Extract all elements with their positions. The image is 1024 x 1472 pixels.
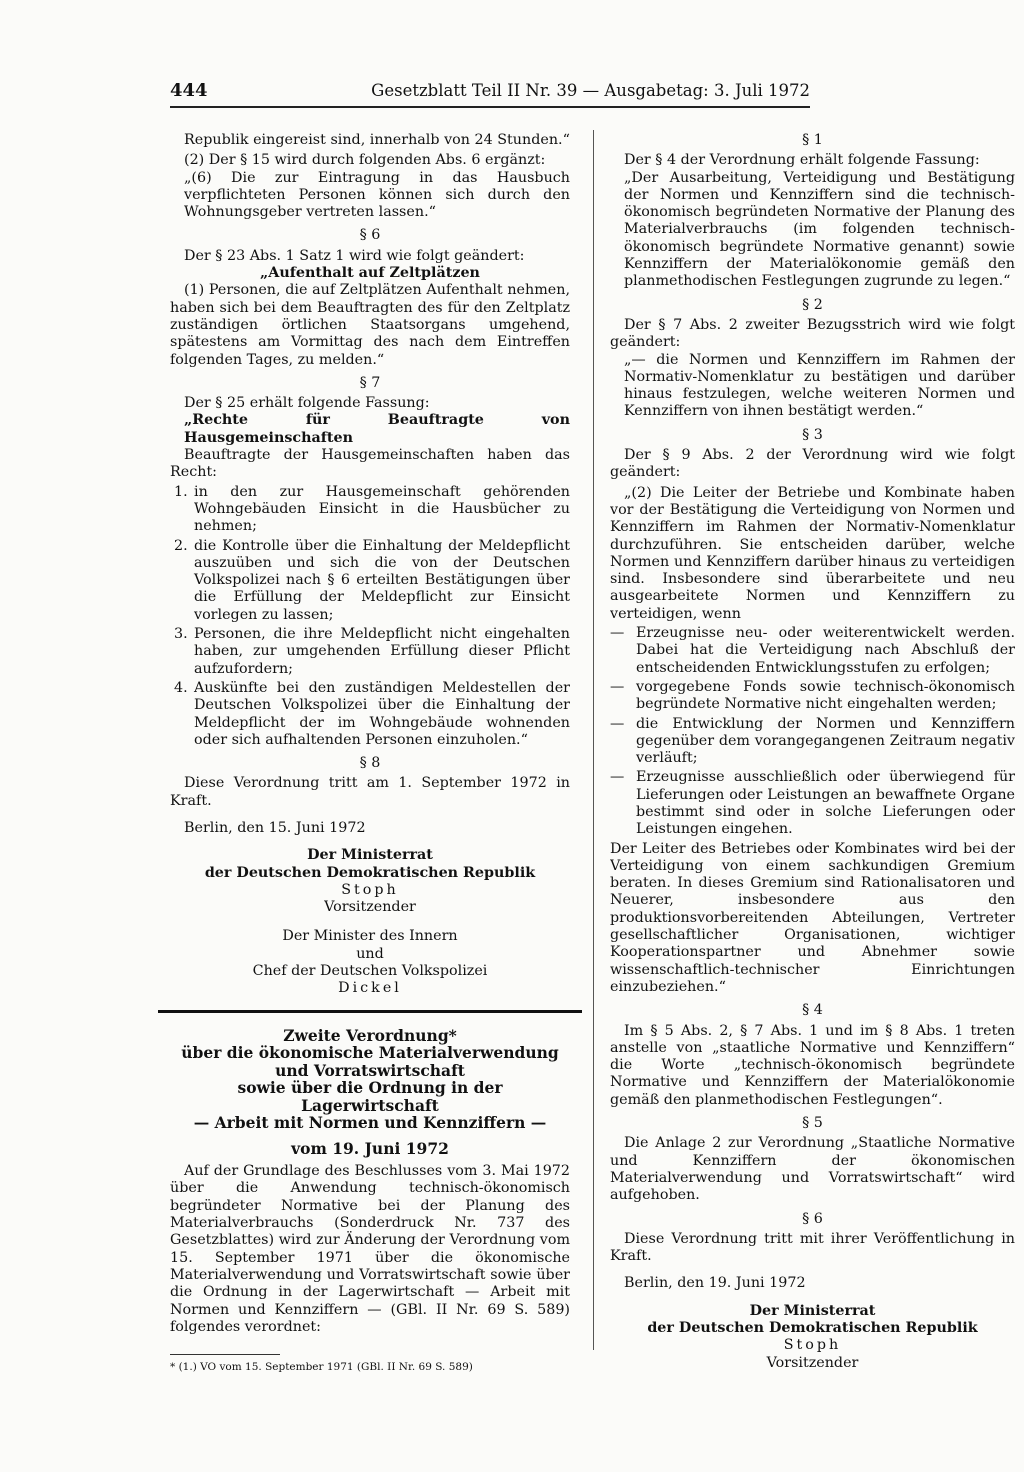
separator-rule [158, 1010, 582, 1013]
regulation-title: und Vorratswirtschaft [275, 1060, 465, 1080]
signature-org: der Deutschen Demokratischen Republik [647, 1320, 978, 1336]
page-number: 444 [170, 80, 208, 101]
signature-name: Stoph [783, 1337, 842, 1354]
paragraph: Der § 25 erhält folgende Fassung: [184, 395, 430, 412]
paragraph: Die Anlage 2 zur Verordnung „Staatliche Normative und Kennziffern der ökonomischen Materialverwendung und Vorratswirtschaft“ wird aufgehoben. [610, 1135, 1015, 1204]
place-date: Berlin, den 15. Juni 1972 [184, 819, 366, 836]
list-item: — die Entwicklung der Normen und Kennziffern gegenüber dem vorangegangenen Zeitraum negativ verläuft; [610, 715, 1015, 767]
paragraph: „(6) Die zur Eintragung in das Hausbuch verpflichteten Personen können sich durch den Wohnungsgeber vertreten lassen.“ [184, 169, 570, 221]
paragraph: Auf der Grundlage des Beschlusses vom 3. Mai 1972 über die Anwendung technisch-ökonomisch begründeter Normative bei der Planung des Materialverbrauchs (Sonderdruck Nr. 737 des Gesetzblattes) wird zur Änderung der Verordnung vom 15. September 1971 über die ökonomische Materialverwendung und Vorratswirtschaft sowie über die Ordnung in der Lagerwirtschaft — Arbeit mit Normen und Kennziffern — (GBl. II Nr. 69 S. 589) folgendes verordnet: [170, 1163, 570, 1335]
section-heading: § 1 [802, 132, 823, 148]
list-item: 4. Auskünfte bei den zuständigen Meldestellen der Deutschen Volkspolizei über die Einhaltung der Meldepflicht der im Wohngebäude wohnenden oder sich aufhaltenden Personen einzuholen.“ [174, 679, 570, 748]
place-date: Berlin, den 19. Juni 1972 [624, 1275, 806, 1292]
paragraph: Der § 4 der Verordnung erhält folgende Fassung: [624, 152, 980, 169]
list-item: 1. in den zur Hausgemeinschaft gehörenden Wohngebäuden Einsicht in die Hausbücher zu nehmen; [174, 483, 570, 535]
signature-role: Der Minister des Innern [282, 928, 458, 945]
list-item: — Erzeugnisse neu- oder weiterentwickelt werden. Dabei hat die Verteidigung nach Abschluß der entscheidenden Entwicklungsstufen zu erfolgen; [610, 625, 1015, 676]
signature-name: Dickel [338, 980, 402, 997]
paragraph: Im § 5 Abs. 2, § 7 Abs. 1 und im § 8 Abs. 1 treten anstelle von „staatliche Normative und Kennziffern“ die Worte „technisch-ökonomisch begründete Normative und Kennziffern der Materialökonomie gemäß den planmethodischen Festlegungen“. [610, 1022, 1015, 1108]
paragraph: „— die Normen und Kennziffern im Rahmen der Normativ-Nomenklatur zu bestätigen und darüber hinaus festzulegen, welche weiteren Normen und Kennziffern von ihnen bestätigt werden.“ [624, 351, 1015, 420]
column-divider [593, 130, 594, 1350]
footnote: * (1.) VO vom 15. September 1971 (GBl. II Nr. 69 S. 589) [170, 1361, 473, 1374]
section-heading: § 2 [802, 296, 823, 313]
header-title: Gesetzblatt Teil II Nr. 39 — Ausgabetag: 3. Juli 1972 [371, 81, 810, 100]
paragraph: „Der Ausarbeitung, Verteidigung und Bestätigung der Normen und Kennziffern sind die technisch-ökonomisch begründeten Normative der Planung des Materialverbrauchs (im folgenden technisch-ökonomisch begründete Normative genannt) sowie Kennziffern der Materialökonomie gemäß den planmethodischen Festlegungen zugrunde zu legen.“ [624, 169, 1015, 290]
paragraph: Der Leiter des Betriebes oder Kombinates wird bei der Verteidigung von einem sachkundigen Gremium beraten. In dieses Gremium sind Rationalisatoren und Neuerer, insbesondere aus den produktionsvorbereitenden Abteilungen, Vertreter gesellschaftlicher Organisationen, wichtiger Kooperationspartner und Abnehmer sowie wissenschaftlich-technischer Einrichtungen einzubeziehen.“ [610, 840, 1015, 995]
section-heading: § 8 [359, 755, 381, 772]
paragraph: (2) Der § 15 wird durch folgenden Abs. 6 ergänzt: [184, 152, 546, 169]
signature-org: Der Ministerrat [307, 847, 433, 864]
left-column [170, 132, 570, 1374]
header-rule [170, 106, 810, 108]
regulation-title: Zweite Verordnung* [283, 1025, 457, 1045]
signature-org: der Deutschen Demokratischen Republik [204, 864, 536, 881]
signature-role: Vorsitzender [766, 1354, 859, 1371]
paragraph: Diese Verordnung tritt am 1. September 1972 in Kraft. [170, 775, 570, 809]
section-heading: § 3 [802, 426, 823, 443]
footnote-rule [170, 1354, 280, 1355]
list-item: — vorgegebene Fonds sowie technisch-ökonomisch begründete Normative nicht eingehalten werden; [610, 678, 1015, 713]
signature-role: und [356, 945, 384, 962]
section-heading: § 5 [802, 1115, 823, 1132]
paragraph: Republik eingereist sind, innerhalb von 24 Stunden.“ [184, 132, 570, 148]
regulation-title: — Arbeit mit Normen und Kennziffern — [193, 1113, 547, 1133]
signature-role: Chef der Deutschen Volkspolizei [252, 963, 488, 980]
section-title: „Rechte für Beauftragte von Hausgemeinschaften [184, 412, 570, 446]
list-item: 3. Personen, die ihre Meldepflicht nicht eingehalten haben, zur umgehenden Erfüllung dieser Pflicht aufzufordern; [174, 626, 570, 677]
dash-list [610, 625, 1015, 839]
paragraph: Diese Verordnung tritt mit ihrer Veröffentlichung in Kraft. [610, 1230, 1015, 1265]
list-item: — Erzeugnisse ausschließlich oder überwiegend für Lieferungen oder Leistungen an bewaffnete Organe bestimmt sind oder in solche Lieferungen oder Leistungen eingehen. [610, 769, 1015, 838]
regulation-title: über die ökonomische Materialverwendung [181, 1043, 559, 1063]
signature-role: Vorsitzender [324, 899, 416, 916]
section-heading: § 6 [359, 227, 381, 244]
numbered-list [170, 484, 570, 749]
paragraph: Der § 7 Abs. 2 zweiter Bezugsstrich wird wie folgt geändert: [610, 316, 1015, 351]
regulation-title: sowie über die Ordnung in der Lagerwirtschaft [237, 1078, 503, 1115]
paragraph: Beauftragte der Hausgemeinschaften haben das Recht: [170, 447, 570, 481]
right-column [610, 132, 1015, 1372]
section-title: „Aufenthalt auf Zeltplätzen [260, 265, 480, 282]
section-heading: § 6 [802, 1210, 823, 1227]
section-heading: § 7 [359, 374, 381, 391]
signature-org: Der Ministerrat [749, 1302, 876, 1319]
list-item: 2. die Kontrolle über die Einhaltung der Meldepflicht auszuüben und sich die von der Deutschen Volkspolizei nach § 6 erteilten Bestätigungen über die Erfüllung der Meldepflicht zur Einsicht vorlegen zu lassen; [174, 537, 570, 623]
paragraph: Der § 9 Abs. 2 der Verordnung wird wie folgt geändert: [610, 447, 1015, 481]
paragraph: (1) Personen, die auf Zeltplätzen Aufenthalt nehmen, haben sich bei dem Beauftragten des für den Zeltplatz zuständigen örtlichen Staatsorgans umgehend, spätestens am Vormittag des nach dem Eintreffen folgenden Tages, zu melden.“ [170, 282, 570, 368]
page-header [170, 80, 810, 106]
signature-name: Stoph [341, 881, 399, 898]
regulation-date: vom 19. Juni 1972 [291, 1138, 449, 1158]
section-heading: § 4 [802, 1002, 823, 1019]
paragraph: Der § 23 Abs. 1 Satz 1 wird wie folgt geändert: [184, 247, 525, 264]
paragraph: „(2) Die Leiter der Betriebe und Kombinate haben vor der Bestätigung die Verteidigung von Normen und Kennziffern im Rahmen der Normativ-Nomenklatur durchzuführen. Sie entscheiden darüber, welche Normen und Kennziffern darüber hinaus zu verteidigen sind. Insbesondere sind überarbeitete und neu ausgearbeitete Normen und Kennziffern zu verteidigen, wenn [610, 484, 1015, 622]
